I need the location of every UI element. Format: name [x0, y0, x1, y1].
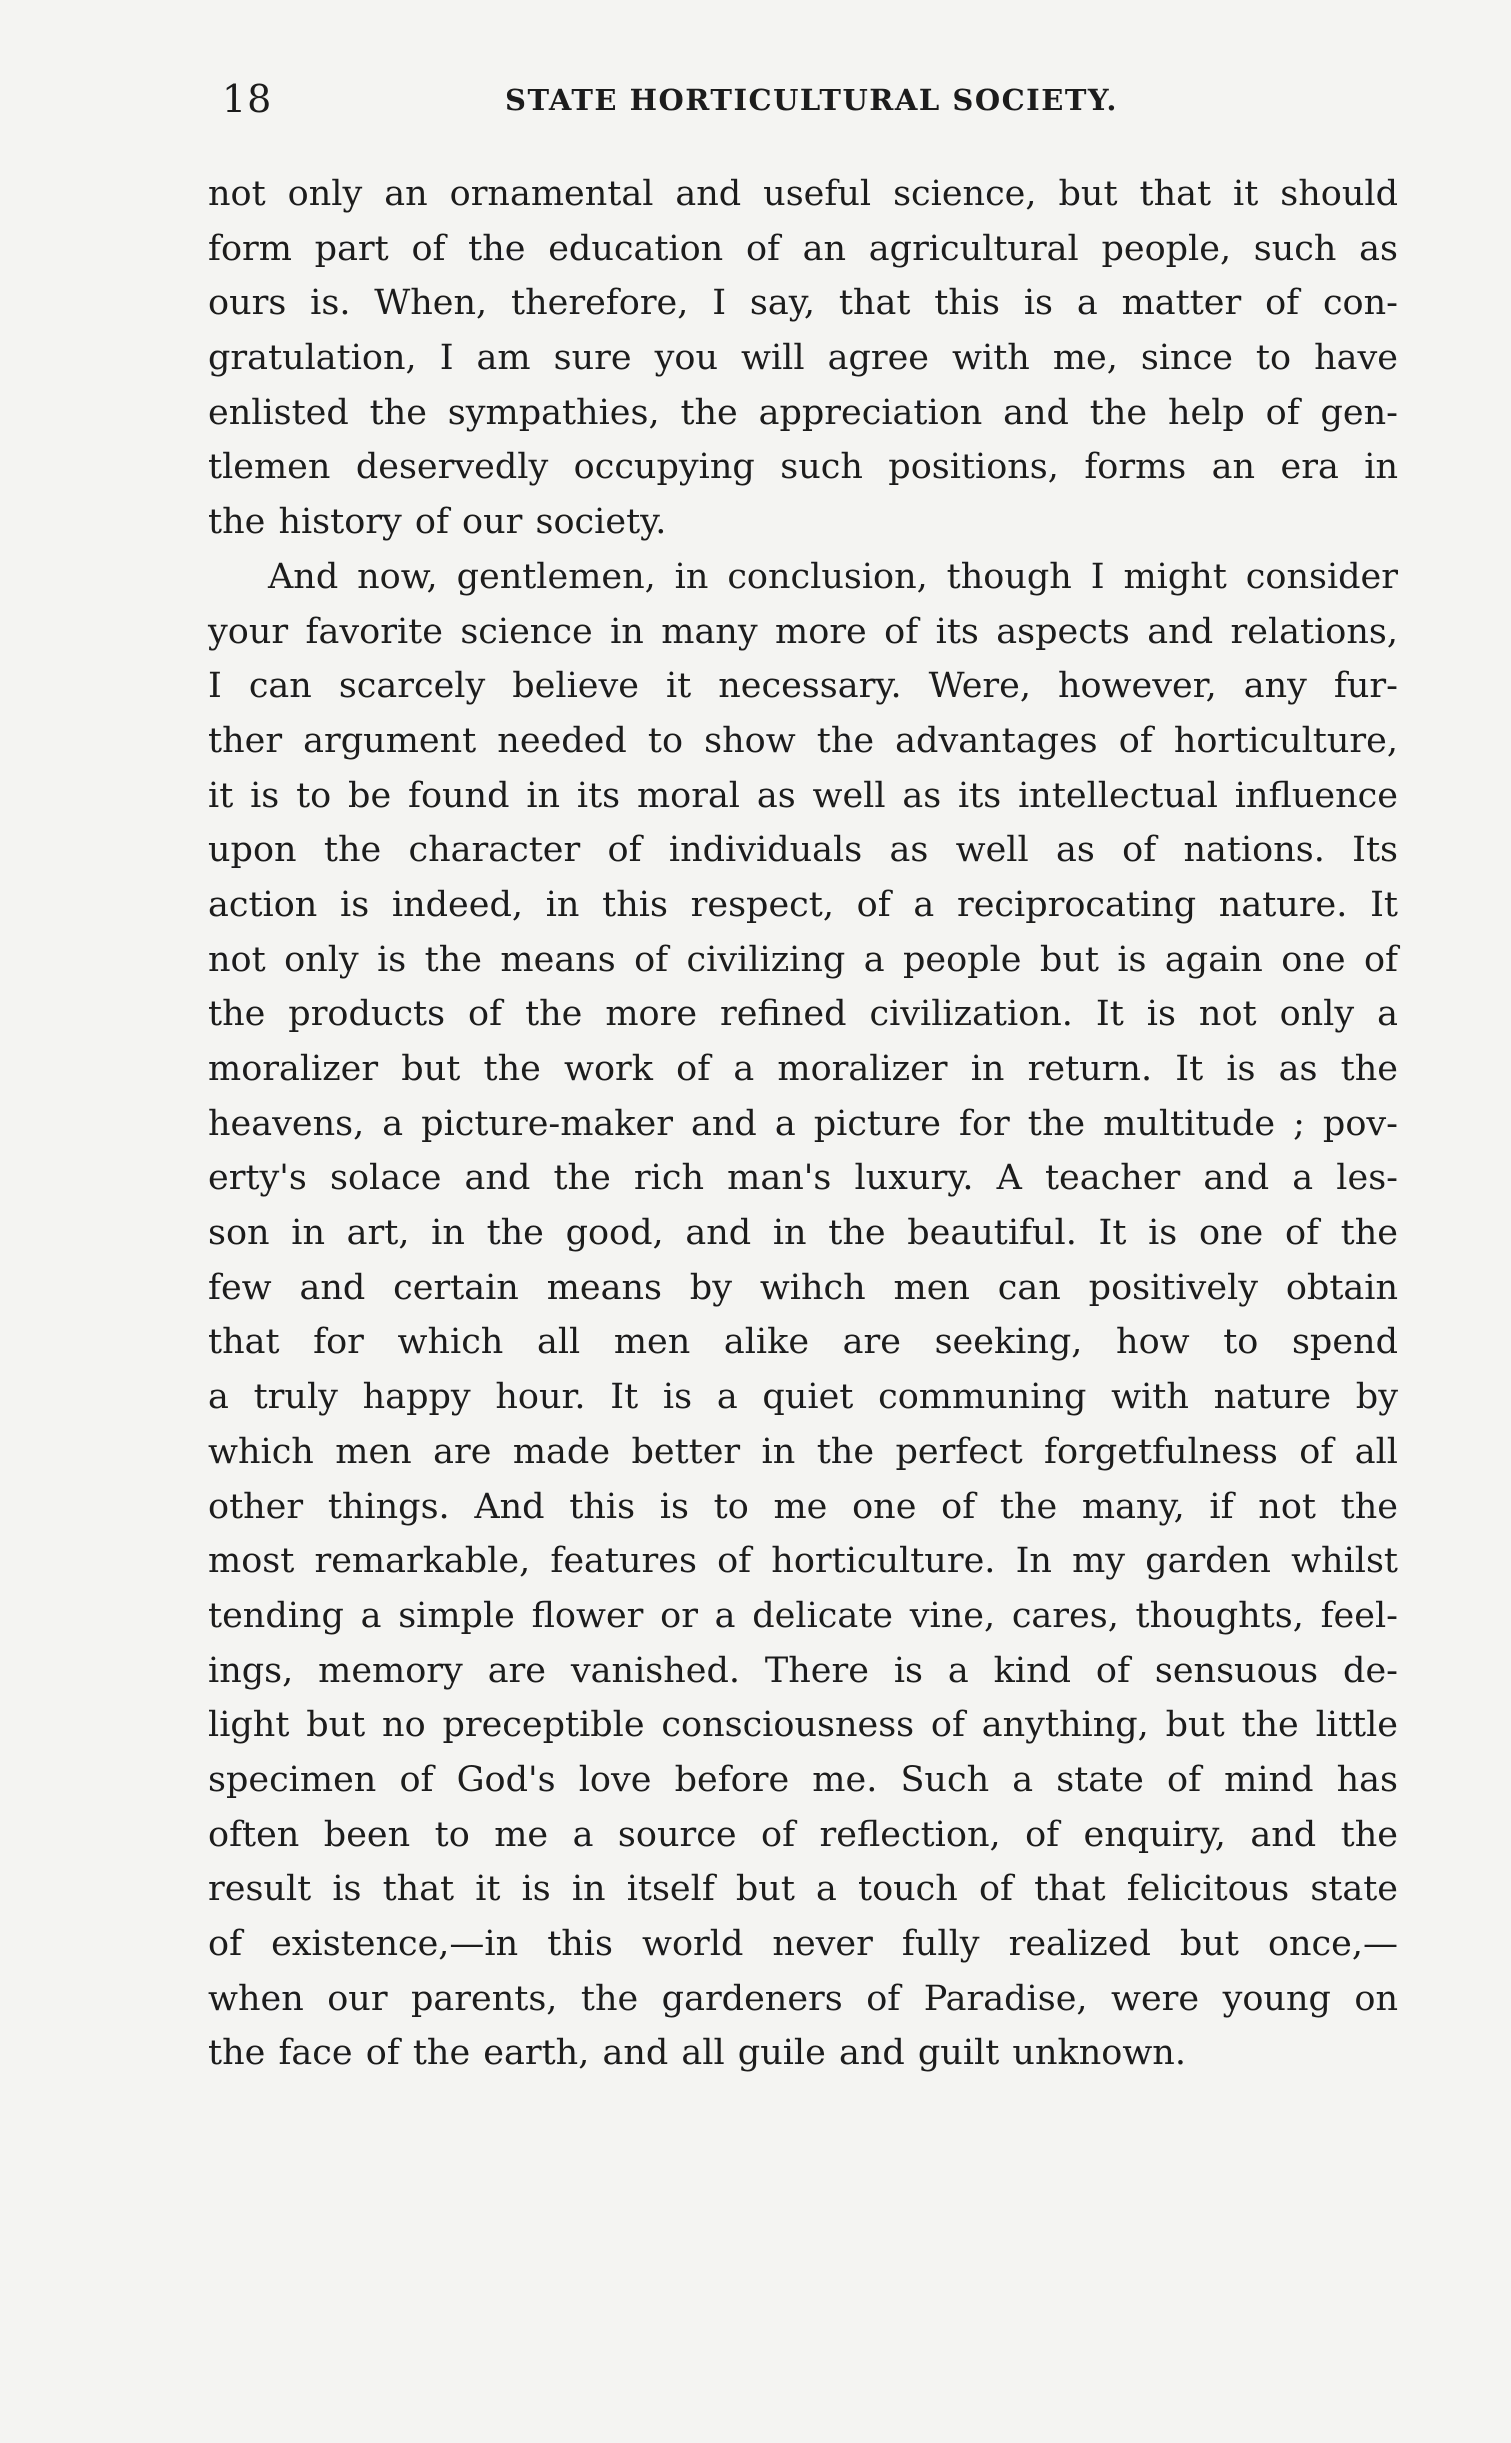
text-line: not only is the means of civilizing a people but is again one of [208, 939, 1398, 980]
text-line: tending a simple flower or a delicate vine, cares, thoughts, feel- [208, 1595, 1398, 1636]
body-text [208, 167, 1398, 2081]
text-line: form part of the education of an agricultural people, such as [208, 228, 1398, 269]
text-line: often been to me a source of reflection, of enquiry, and the [208, 1814, 1398, 1855]
text-line: heavens, a picture-maker and a picture for the multitude ; pov- [208, 1103, 1398, 1144]
text-line: specimen of God's love before me. Such a state of mind has [208, 1759, 1398, 1800]
text-line: a truly happy hour. It is a quiet communing with nature by [208, 1377, 1398, 1418]
paragraph-1 [208, 167, 1398, 550]
text-line: upon the character of individuals as well as of nations. Its [208, 830, 1398, 871]
text-line: light but no preceptible consciousness of anything, but the little [208, 1705, 1398, 1746]
text-line: gratulation, I am sure you will agree with me, since to have [208, 338, 1398, 379]
text-line: And now, gentlemen, in conclusion, though I might consider [268, 556, 1398, 597]
page-number: 18 [222, 77, 273, 121]
text-line: the face of the earth, and all guile and guilt unknown. [208, 2033, 1186, 2074]
text-line: I can scarcely believe it necessary. Were, however, any fur- [208, 666, 1398, 707]
running-title: STATE HORTICULTURAL SOCIETY. [505, 83, 1118, 117]
text-line: ings, memory are vanished. There is a kind of sensuous de- [208, 1650, 1398, 1691]
text-line: it is to be found in its moral as well as its intellectual influence [208, 775, 1398, 816]
text-line: ours is. When, therefore, I say, that this is a matter of con- [208, 283, 1398, 324]
text-line: which men are made better in the perfect forgetfulness of all [208, 1431, 1398, 1472]
running-head [222, 74, 1397, 124]
text-line: when our parents, the gardeners of Paradise, were young on [208, 1978, 1398, 2019]
text-line: not only an ornamental and useful science, but that it should [208, 174, 1398, 214]
paragraph-2 [208, 550, 1398, 2081]
text-line: erty's solace and the rich man's luxury. A teacher and a les- [208, 1158, 1398, 1199]
text-line: that for which all men alike are seeking, how to spend [208, 1322, 1398, 1363]
text-line: most remarkable, features of horticulture. In my garden whilst [208, 1541, 1398, 1582]
text-line: enlisted the sympathies, the appreciation and the help of gen- [208, 392, 1398, 433]
text-line: tlemen deservedly occupying such positions, forms an era in [208, 447, 1398, 488]
text-line: result is that it is in itself but a touch of that felicitous state [208, 1869, 1398, 1910]
text-line: few and certain means by wihch men can positively obtain [208, 1267, 1398, 1308]
text-line: son in art, in the good, and in the beautiful. It is one of the [208, 1213, 1398, 1254]
text-line: action is indeed, in this respect, of a reciprocating nature. It [208, 884, 1398, 925]
text-line: other things. And this is to me one of the many, if not the [208, 1486, 1398, 1527]
text-line: the products of the more refined civilization. It is not only a [208, 994, 1398, 1035]
text-line: ther argument needed to show the advantages of horticulture, [208, 720, 1398, 761]
text-line: the history of our society. [208, 502, 667, 543]
text-line: of existence,—in this world never fully realized but once,— [208, 1924, 1398, 1964]
text-line: moralizer but the work of a moralizer in return. It is as the [208, 1049, 1398, 1089]
text-line: your favorite science in many more of its aspects and relations, [208, 611, 1398, 652]
